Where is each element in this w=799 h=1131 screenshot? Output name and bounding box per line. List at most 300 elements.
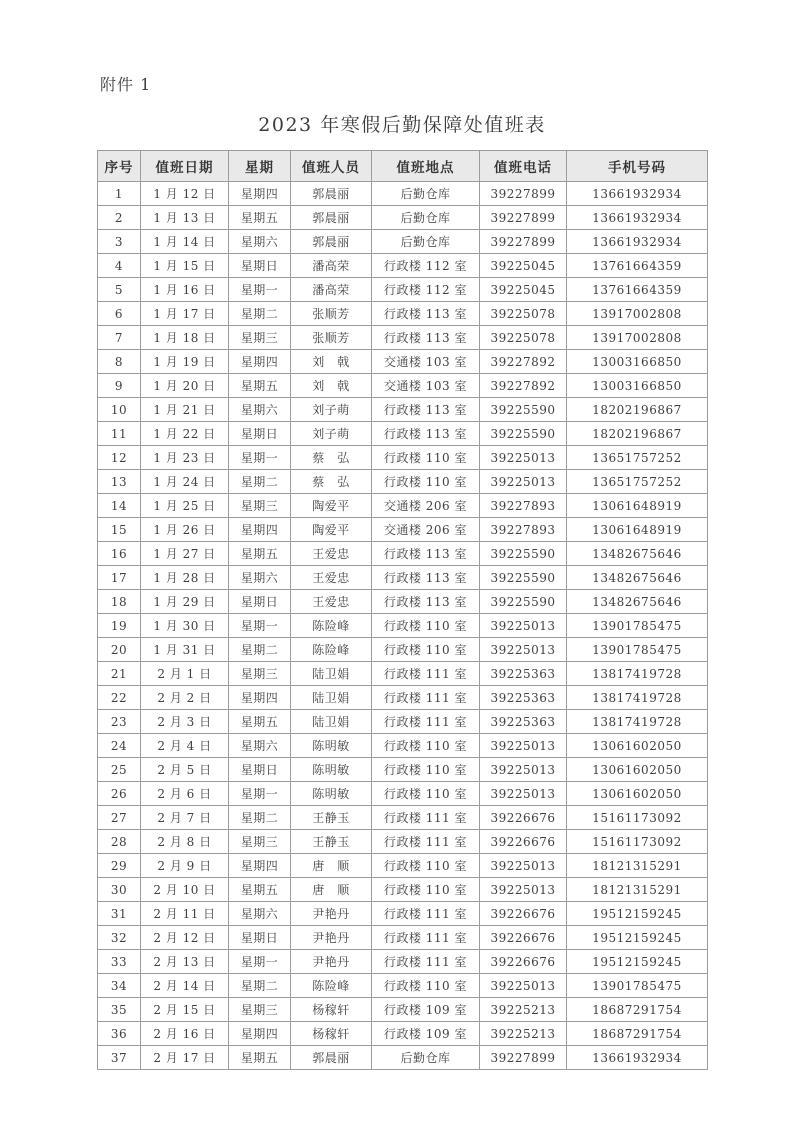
cell-phone: 39227899: [480, 206, 567, 230]
cell-weekday: 星期五: [229, 542, 291, 566]
table-row: [98, 974, 708, 998]
table-row: [98, 614, 708, 638]
cell-mobile: 13061602050: [567, 782, 708, 806]
cell-phone: 39227893: [480, 518, 567, 542]
column-header-date: 值班日期: [141, 151, 229, 182]
cell-weekday: 星期日: [229, 254, 291, 278]
table-row: [98, 902, 708, 926]
column-header-index: 序号: [98, 151, 141, 182]
cell-phone: 39227899: [480, 182, 567, 206]
cell-location: 行政楼 112 室: [372, 254, 480, 278]
cell-weekday: 星期四: [229, 1022, 291, 1046]
cell-person: 王静玉: [291, 830, 372, 854]
cell-phone: 39225590: [480, 590, 567, 614]
cell-location: 行政楼 110 室: [372, 446, 480, 470]
cell-index: 19: [98, 614, 141, 638]
table-header: [98, 151, 708, 182]
cell-mobile: 13901785475: [567, 974, 708, 998]
cell-location: 行政楼 111 室: [372, 686, 480, 710]
cell-mobile: 18202196867: [567, 422, 708, 446]
cell-phone: 39225078: [480, 326, 567, 350]
cell-weekday: 星期一: [229, 614, 291, 638]
cell-person: 郭晨丽: [291, 182, 372, 206]
cell-person: 王爱忠: [291, 590, 372, 614]
column-header-phone: 值班电话: [480, 151, 567, 182]
cell-person: 尹艳丹: [291, 902, 372, 926]
cell-location: 行政楼 110 室: [372, 758, 480, 782]
cell-location: 行政楼 110 室: [372, 470, 480, 494]
cell-location: 交通楼 103 室: [372, 374, 480, 398]
cell-location: 行政楼 113 室: [372, 542, 480, 566]
cell-index: 18: [98, 590, 141, 614]
cell-date: 1 月 29 日: [141, 590, 229, 614]
cell-index: 3: [98, 230, 141, 254]
cell-mobile: 18121315291: [567, 854, 708, 878]
cell-mobile: 13761664359: [567, 278, 708, 302]
cell-weekday: 星期三: [229, 998, 291, 1022]
cell-index: 16: [98, 542, 141, 566]
cell-mobile: 18687291754: [567, 1022, 708, 1046]
cell-location: 行政楼 111 室: [372, 830, 480, 854]
cell-index: 17: [98, 566, 141, 590]
cell-phone: 39225363: [480, 710, 567, 734]
cell-phone: 39225013: [480, 758, 567, 782]
cell-date: 2 月 15 日: [141, 998, 229, 1022]
cell-date: 1 月 14 日: [141, 230, 229, 254]
cell-person: 尹艳丹: [291, 926, 372, 950]
cell-date: 1 月 31 日: [141, 638, 229, 662]
cell-date: 2 月 13 日: [141, 950, 229, 974]
cell-phone: 39227899: [480, 1046, 567, 1070]
cell-person: 陈险峰: [291, 974, 372, 998]
attachment-label: 附件 1: [100, 75, 152, 94]
table-row: [98, 590, 708, 614]
cell-index: 24: [98, 734, 141, 758]
cell-person: 杨稼轩: [291, 998, 372, 1022]
cell-weekday: 星期三: [229, 494, 291, 518]
cell-mobile: 13661932934: [567, 1046, 708, 1070]
cell-date: 2 月 1 日: [141, 662, 229, 686]
cell-person: 郭晨丽: [291, 1046, 372, 1070]
cell-date: 1 月 18 日: [141, 326, 229, 350]
cell-date: 2 月 16 日: [141, 1022, 229, 1046]
cell-mobile: 19512159245: [567, 902, 708, 926]
table-row: [98, 230, 708, 254]
table-row: [98, 566, 708, 590]
cell-person: 尹艳丹: [291, 950, 372, 974]
cell-weekday: 星期三: [229, 830, 291, 854]
cell-location: 行政楼 113 室: [372, 422, 480, 446]
cell-index: 15: [98, 518, 141, 542]
cell-date: 2 月 4 日: [141, 734, 229, 758]
cell-location: 后勤仓库: [372, 182, 480, 206]
table-row: [98, 542, 708, 566]
cell-location: 行政楼 111 室: [372, 710, 480, 734]
table-row: [98, 182, 708, 206]
cell-person: 陆卫娟: [291, 686, 372, 710]
cell-index: 14: [98, 494, 141, 518]
cell-mobile: 18687291754: [567, 998, 708, 1022]
cell-location: 行政楼 110 室: [372, 734, 480, 758]
cell-weekday: 星期三: [229, 326, 291, 350]
duty-roster-table: [97, 150, 708, 1070]
cell-date: 2 月 2 日: [141, 686, 229, 710]
cell-date: 1 月 22 日: [141, 422, 229, 446]
cell-location: 行政楼 111 室: [372, 806, 480, 830]
cell-phone: 39225013: [480, 782, 567, 806]
cell-weekday: 星期六: [229, 566, 291, 590]
cell-date: 1 月 26 日: [141, 518, 229, 542]
cell-mobile: 13061602050: [567, 758, 708, 782]
cell-phone: 39226676: [480, 950, 567, 974]
cell-person: 陈明敏: [291, 782, 372, 806]
cell-mobile: 13901785475: [567, 638, 708, 662]
cell-location: 行政楼 110 室: [372, 878, 480, 902]
table-row: [98, 254, 708, 278]
cell-mobile: 13661932934: [567, 230, 708, 254]
table-row: [98, 734, 708, 758]
cell-person: 陆卫娟: [291, 662, 372, 686]
cell-person: 刘 戟: [291, 350, 372, 374]
cell-index: 30: [98, 878, 141, 902]
cell-location: 后勤仓库: [372, 1046, 480, 1070]
cell-date: 1 月 15 日: [141, 254, 229, 278]
cell-index: 20: [98, 638, 141, 662]
table-row: [98, 326, 708, 350]
table-row: [98, 350, 708, 374]
cell-index: 32: [98, 926, 141, 950]
cell-location: 交通楼 103 室: [372, 350, 480, 374]
cell-date: 1 月 13 日: [141, 206, 229, 230]
cell-mobile: 15161173092: [567, 830, 708, 854]
cell-phone: 39226676: [480, 902, 567, 926]
cell-date: 1 月 19 日: [141, 350, 229, 374]
cell-date: 2 月 9 日: [141, 854, 229, 878]
cell-location: 行政楼 109 室: [372, 1022, 480, 1046]
cell-mobile: 13817419728: [567, 686, 708, 710]
cell-phone: 39225590: [480, 422, 567, 446]
table-row: [98, 806, 708, 830]
duty-table-body: [98, 182, 708, 1070]
cell-person: 张顺芳: [291, 326, 372, 350]
cell-person: 陈明敏: [291, 758, 372, 782]
cell-weekday: 星期二: [229, 806, 291, 830]
cell-location: 行政楼 111 室: [372, 902, 480, 926]
cell-mobile: 13061648919: [567, 518, 708, 542]
table-row: [98, 518, 708, 542]
cell-location: 行政楼 113 室: [372, 398, 480, 422]
cell-mobile: 19512159245: [567, 950, 708, 974]
table-row: [98, 878, 708, 902]
cell-weekday: 星期一: [229, 278, 291, 302]
cell-date: 1 月 21 日: [141, 398, 229, 422]
cell-date: 2 月 10 日: [141, 878, 229, 902]
cell-phone: 39225013: [480, 974, 567, 998]
cell-date: 2 月 5 日: [141, 758, 229, 782]
cell-person: 唐 顺: [291, 878, 372, 902]
cell-mobile: 13651757252: [567, 470, 708, 494]
cell-date: 2 月 8 日: [141, 830, 229, 854]
cell-location: 行政楼 110 室: [372, 638, 480, 662]
cell-person: 刘 戟: [291, 374, 372, 398]
cell-date: 2 月 3 日: [141, 710, 229, 734]
cell-mobile: 13003166850: [567, 374, 708, 398]
cell-date: 1 月 28 日: [141, 566, 229, 590]
cell-mobile: 13482675646: [567, 566, 708, 590]
column-header-location: 值班地点: [372, 151, 480, 182]
cell-index: 37: [98, 1046, 141, 1070]
cell-date: 2 月 14 日: [141, 974, 229, 998]
table-row: [98, 422, 708, 446]
cell-weekday: 星期四: [229, 182, 291, 206]
cell-location: 行政楼 111 室: [372, 662, 480, 686]
cell-index: 1: [98, 182, 141, 206]
cell-index: 11: [98, 422, 141, 446]
cell-index: 23: [98, 710, 141, 734]
table-row: [98, 998, 708, 1022]
column-header-weekday: 星期: [229, 151, 291, 182]
cell-index: 34: [98, 974, 141, 998]
cell-weekday: 星期一: [229, 782, 291, 806]
cell-location: 行政楼 110 室: [372, 974, 480, 998]
cell-phone: 39227893: [480, 494, 567, 518]
cell-weekday: 星期二: [229, 638, 291, 662]
cell-index: 4: [98, 254, 141, 278]
cell-index: 7: [98, 326, 141, 350]
cell-phone: 39225013: [480, 446, 567, 470]
cell-weekday: 星期一: [229, 446, 291, 470]
cell-date: 1 月 12 日: [141, 182, 229, 206]
cell-mobile: 13917002808: [567, 302, 708, 326]
cell-mobile: 13061648919: [567, 494, 708, 518]
table-row: [98, 638, 708, 662]
table-row: [98, 446, 708, 470]
column-header-person: 值班人员: [291, 151, 372, 182]
table-row: [98, 926, 708, 950]
cell-weekday: 星期二: [229, 974, 291, 998]
cell-phone: 39227899: [480, 230, 567, 254]
cell-mobile: 13817419728: [567, 710, 708, 734]
cell-mobile: 15161173092: [567, 806, 708, 830]
cell-person: 陶爱平: [291, 494, 372, 518]
cell-phone: 39225013: [480, 878, 567, 902]
cell-mobile: 13761664359: [567, 254, 708, 278]
cell-index: 26: [98, 782, 141, 806]
cell-phone: 39225045: [480, 278, 567, 302]
cell-person: 潘高荣: [291, 278, 372, 302]
cell-weekday: 星期四: [229, 854, 291, 878]
cell-date: 1 月 16 日: [141, 278, 229, 302]
cell-person: 陈险峰: [291, 614, 372, 638]
cell-phone: 39226676: [480, 926, 567, 950]
cell-weekday: 星期日: [229, 422, 291, 446]
cell-mobile: 13651757252: [567, 446, 708, 470]
cell-location: 行政楼 111 室: [372, 950, 480, 974]
cell-person: 杨稼轩: [291, 1022, 372, 1046]
cell-date: 1 月 30 日: [141, 614, 229, 638]
cell-mobile: 18121315291: [567, 878, 708, 902]
cell-mobile: 13482675646: [567, 590, 708, 614]
table-row: [98, 1022, 708, 1046]
cell-index: 10: [98, 398, 141, 422]
table-row: [98, 374, 708, 398]
table-row: [98, 758, 708, 782]
cell-index: 31: [98, 902, 141, 926]
cell-index: 27: [98, 806, 141, 830]
cell-mobile: 13661932934: [567, 206, 708, 230]
cell-phone: 39226676: [480, 830, 567, 854]
cell-index: 9: [98, 374, 141, 398]
cell-date: 1 月 27 日: [141, 542, 229, 566]
table-row: [98, 950, 708, 974]
cell-person: 郭晨丽: [291, 230, 372, 254]
cell-date: 2 月 12 日: [141, 926, 229, 950]
cell-weekday: 星期五: [229, 1046, 291, 1070]
cell-phone: 39227892: [480, 350, 567, 374]
page-title: 2023 年寒假后勤保障处值班表: [258, 114, 546, 136]
cell-mobile: 19512159245: [567, 926, 708, 950]
cell-phone: 39225013: [480, 734, 567, 758]
cell-person: 郭晨丽: [291, 206, 372, 230]
cell-weekday: 星期五: [229, 206, 291, 230]
cell-weekday: 星期二: [229, 302, 291, 326]
cell-location: 行政楼 113 室: [372, 302, 480, 326]
cell-phone: 39225363: [480, 686, 567, 710]
cell-person: 陈明敏: [291, 734, 372, 758]
cell-index: 29: [98, 854, 141, 878]
table-row: [98, 830, 708, 854]
cell-person: 王静玉: [291, 806, 372, 830]
cell-phone: 39225590: [480, 566, 567, 590]
cell-phone: 39225213: [480, 1022, 567, 1046]
cell-phone: 39226676: [480, 806, 567, 830]
cell-location: 行政楼 110 室: [372, 614, 480, 638]
cell-phone: 39225213: [480, 998, 567, 1022]
cell-index: 12: [98, 446, 141, 470]
cell-location: 行政楼 113 室: [372, 590, 480, 614]
cell-mobile: 13917002808: [567, 326, 708, 350]
cell-person: 陶爱平: [291, 518, 372, 542]
cell-mobile: 13817419728: [567, 662, 708, 686]
cell-location: 后勤仓库: [372, 230, 480, 254]
table-row: [98, 302, 708, 326]
cell-person: 刘子萌: [291, 398, 372, 422]
cell-person: 陈险峰: [291, 638, 372, 662]
cell-mobile: 13661932934: [567, 182, 708, 206]
table-row: [98, 686, 708, 710]
table-row: [98, 1046, 708, 1070]
cell-weekday: 星期六: [229, 230, 291, 254]
cell-weekday: 星期四: [229, 518, 291, 542]
cell-location: 后勤仓库: [372, 206, 480, 230]
cell-phone: 39225045: [480, 254, 567, 278]
cell-phone: 39225590: [480, 398, 567, 422]
cell-date: 1 月 17 日: [141, 302, 229, 326]
cell-location: 行政楼 113 室: [372, 566, 480, 590]
cell-weekday: 星期日: [229, 590, 291, 614]
cell-mobile: 13061602050: [567, 734, 708, 758]
cell-weekday: 星期日: [229, 758, 291, 782]
cell-index: 25: [98, 758, 141, 782]
table-row: [98, 710, 708, 734]
cell-date: 2 月 7 日: [141, 806, 229, 830]
cell-phone: 39225013: [480, 470, 567, 494]
cell-person: 蔡 弘: [291, 446, 372, 470]
cell-index: 8: [98, 350, 141, 374]
cell-person: 王爱忠: [291, 566, 372, 590]
cell-weekday: 星期六: [229, 398, 291, 422]
cell-location: 行政楼 111 室: [372, 926, 480, 950]
cell-index: 6: [98, 302, 141, 326]
cell-person: 潘高荣: [291, 254, 372, 278]
cell-person: 张顺芳: [291, 302, 372, 326]
cell-phone: 39225590: [480, 542, 567, 566]
cell-weekday: 星期四: [229, 350, 291, 374]
cell-phone: 39227892: [480, 374, 567, 398]
cell-date: 2 月 11 日: [141, 902, 229, 926]
cell-index: 2: [98, 206, 141, 230]
cell-person: 陆卫娟: [291, 710, 372, 734]
cell-person: 蔡 弘: [291, 470, 372, 494]
cell-date: 1 月 23 日: [141, 446, 229, 470]
cell-location: 行政楼 110 室: [372, 854, 480, 878]
header-row: [98, 151, 708, 182]
cell-date: 1 月 20 日: [141, 374, 229, 398]
table-row: [98, 206, 708, 230]
cell-phone: 39225013: [480, 638, 567, 662]
cell-person: 王爱忠: [291, 542, 372, 566]
table-row: [98, 470, 708, 494]
cell-index: 36: [98, 1022, 141, 1046]
cell-weekday: 星期日: [229, 926, 291, 950]
table-row: [98, 494, 708, 518]
cell-phone: 39225363: [480, 662, 567, 686]
table-row: [98, 854, 708, 878]
cell-index: 13: [98, 470, 141, 494]
cell-weekday: 星期四: [229, 686, 291, 710]
cell-weekday: 星期六: [229, 734, 291, 758]
cell-index: 21: [98, 662, 141, 686]
cell-date: 1 月 25 日: [141, 494, 229, 518]
cell-weekday: 星期五: [229, 710, 291, 734]
cell-phone: 39225078: [480, 302, 567, 326]
cell-mobile: 13901785475: [567, 614, 708, 638]
cell-location: 行政楼 112 室: [372, 278, 480, 302]
cell-weekday: 星期五: [229, 374, 291, 398]
cell-location: 交通楼 206 室: [372, 494, 480, 518]
cell-weekday: 星期一: [229, 950, 291, 974]
table-row: [98, 278, 708, 302]
cell-location: 行政楼 110 室: [372, 782, 480, 806]
cell-mobile: 18202196867: [567, 398, 708, 422]
cell-weekday: 星期二: [229, 470, 291, 494]
cell-person: 刘子萌: [291, 422, 372, 446]
table-row: [98, 398, 708, 422]
cell-location: 交通楼 206 室: [372, 518, 480, 542]
cell-phone: 39225013: [480, 854, 567, 878]
cell-location: 行政楼 113 室: [372, 326, 480, 350]
cell-index: 33: [98, 950, 141, 974]
cell-date: 1 月 24 日: [141, 470, 229, 494]
cell-date: 2 月 6 日: [141, 782, 229, 806]
cell-weekday: 星期六: [229, 902, 291, 926]
cell-index: 35: [98, 998, 141, 1022]
cell-mobile: 13482675646: [567, 542, 708, 566]
cell-date: 2 月 17 日: [141, 1046, 229, 1070]
table-row: [98, 782, 708, 806]
cell-index: 28: [98, 830, 141, 854]
column-header-mobile: 手机号码: [567, 151, 708, 182]
